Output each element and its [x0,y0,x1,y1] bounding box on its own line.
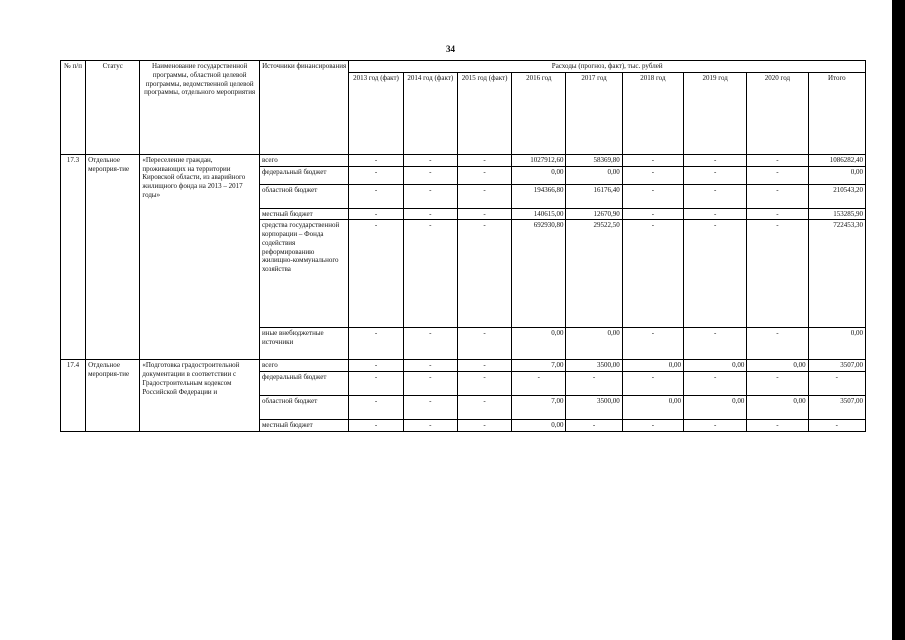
value-cell: - [349,360,403,372]
value-cell: - [457,420,511,432]
funding-source: местный бюджет [259,420,348,432]
funding-source: областной бюджет [259,396,348,420]
total-cell: 3507,00 [808,360,865,372]
funding-source: местный бюджет [259,208,348,220]
value-cell: 0,00 [512,166,566,184]
header-year: 2014 год (факт) [403,72,457,154]
value-cell: 29522,50 [566,220,622,328]
header-expenses: Расходы (прогноз, факт), тыс. рублей [349,61,866,73]
value-cell: - [684,166,747,184]
value-cell: 0,00 [747,396,808,420]
funding-source: федеральный бюджет [259,372,348,396]
value-cell: - [403,372,457,396]
total-cell: - [808,372,865,396]
value-cell: - [684,154,747,166]
budget-table [60,60,866,432]
value-cell: - [349,420,403,432]
header-total: Итого [808,72,865,154]
total-cell: 153285,90 [808,208,865,220]
value-cell: - [349,396,403,420]
value-cell: - [457,396,511,420]
value-cell: - [684,208,747,220]
value-cell: - [512,372,566,396]
value-cell: - [457,208,511,220]
value-cell: - [457,372,511,396]
header-num: № п/п [61,61,86,155]
value-cell: - [349,220,403,328]
header-year: 2020 год [747,72,808,154]
value-cell: 140615,00 [512,208,566,220]
value-cell: - [457,328,511,360]
value-cell: - [403,360,457,372]
value-cell: 194366,80 [512,184,566,208]
total-cell: 722453,30 [808,220,865,328]
value-cell: - [403,208,457,220]
header-status: Статус [86,61,140,155]
value-cell: - [457,220,511,328]
table-row [61,360,866,372]
row-status: Отдельное мероприя-тие [86,360,140,432]
total-cell: 0,00 [808,166,865,184]
value-cell: - [622,328,683,360]
value-cell: - [684,328,747,360]
value-cell: - [747,208,808,220]
funding-source: всего [259,360,348,372]
total-cell: 0,00 [808,328,865,360]
value-cell: 0,00 [512,328,566,360]
scan-edge-bar [892,0,905,640]
value-cell: 0,00 [566,328,622,360]
value-cell: - [403,154,457,166]
value-cell: - [403,166,457,184]
value-cell: - [622,166,683,184]
value-cell: 0,00 [622,360,683,372]
value-cell: - [457,154,511,166]
value-cell: 0,00 [747,360,808,372]
header-year: 2015 год (факт) [457,72,511,154]
value-cell: 0,00 [684,360,747,372]
value-cell: 12670,90 [566,208,622,220]
value-cell: - [403,184,457,208]
funding-source: областной бюджет [259,184,348,208]
value-cell: - [566,372,622,396]
header-source: Источники финансирования [259,61,348,155]
value-cell: - [622,220,683,328]
value-cell: - [403,396,457,420]
funding-source: иные внебюджетные источники [259,328,348,360]
value-cell: - [622,208,683,220]
page-number: 34 [446,44,455,54]
header-year: 2019 год [684,72,747,154]
value-cell: - [403,328,457,360]
value-cell: - [349,328,403,360]
value-cell: 0,00 [684,396,747,420]
value-cell: - [457,166,511,184]
value-cell: - [349,166,403,184]
total-cell: 210543,20 [808,184,865,208]
value-cell: - [684,372,747,396]
value-cell: - [457,360,511,372]
value-cell: - [403,220,457,328]
value-cell: 7,00 [512,360,566,372]
value-cell: 0,00 [566,166,622,184]
header-year: 2017 год [566,72,622,154]
value-cell: 1027912,60 [512,154,566,166]
value-cell: 16176,40 [566,184,622,208]
header-year: 2016 год [512,72,566,154]
value-cell: - [622,420,683,432]
row-num: 17.3 [61,154,86,360]
value-cell: - [747,220,808,328]
funding-source: средства государственной корпорации – Фонда содействия реформированию жилищно-коммунального хозяйства [259,220,348,328]
header-year: 2018 год [622,72,683,154]
value-cell: - [349,154,403,166]
value-cell: - [684,220,747,328]
value-cell: 0,00 [622,396,683,420]
row-name: «Переселение граждан, проживающих на территории Кировской области, из аварийного жилищного фонда на 2013 – 2017 годы» [140,154,260,360]
value-cell: - [622,372,683,396]
value-cell: - [684,184,747,208]
header-year: 2013 год (факт) [349,72,403,154]
funding-source: всего [259,154,348,166]
value-cell: - [349,184,403,208]
value-cell: - [349,208,403,220]
total-cell: - [808,420,865,432]
value-cell: 0,00 [512,420,566,432]
value-cell: - [566,420,622,432]
value-cell: - [747,166,808,184]
value-cell: - [747,154,808,166]
table-row [61,154,866,166]
value-cell: 7,00 [512,396,566,420]
value-cell: 58369,80 [566,154,622,166]
value-cell: - [747,184,808,208]
row-status: Отдельное мероприя-тие [86,154,140,360]
value-cell: - [747,328,808,360]
total-cell: 3507,00 [808,396,865,420]
row-num: 17.4 [61,360,86,432]
value-cell: 692930,80 [512,220,566,328]
value-cell: 3500,00 [566,360,622,372]
row-name: «Подготовка градостроительной документации в соответствии с Градостроительным кодексом Российской Федерации и [140,360,260,432]
value-cell: - [349,372,403,396]
value-cell: - [622,154,683,166]
value-cell: - [457,184,511,208]
value-cell: 3500,00 [566,396,622,420]
header-name: Наименование государственной программы, областной целевой программы, ведомственной целевой программы, отдельного мероприятия [140,61,260,155]
value-cell: - [684,420,747,432]
value-cell: - [622,184,683,208]
funding-source: федеральный бюджет [259,166,348,184]
value-cell: - [403,420,457,432]
total-cell: 1086282,40 [808,154,865,166]
value-cell: - [747,372,808,396]
value-cell: - [747,420,808,432]
